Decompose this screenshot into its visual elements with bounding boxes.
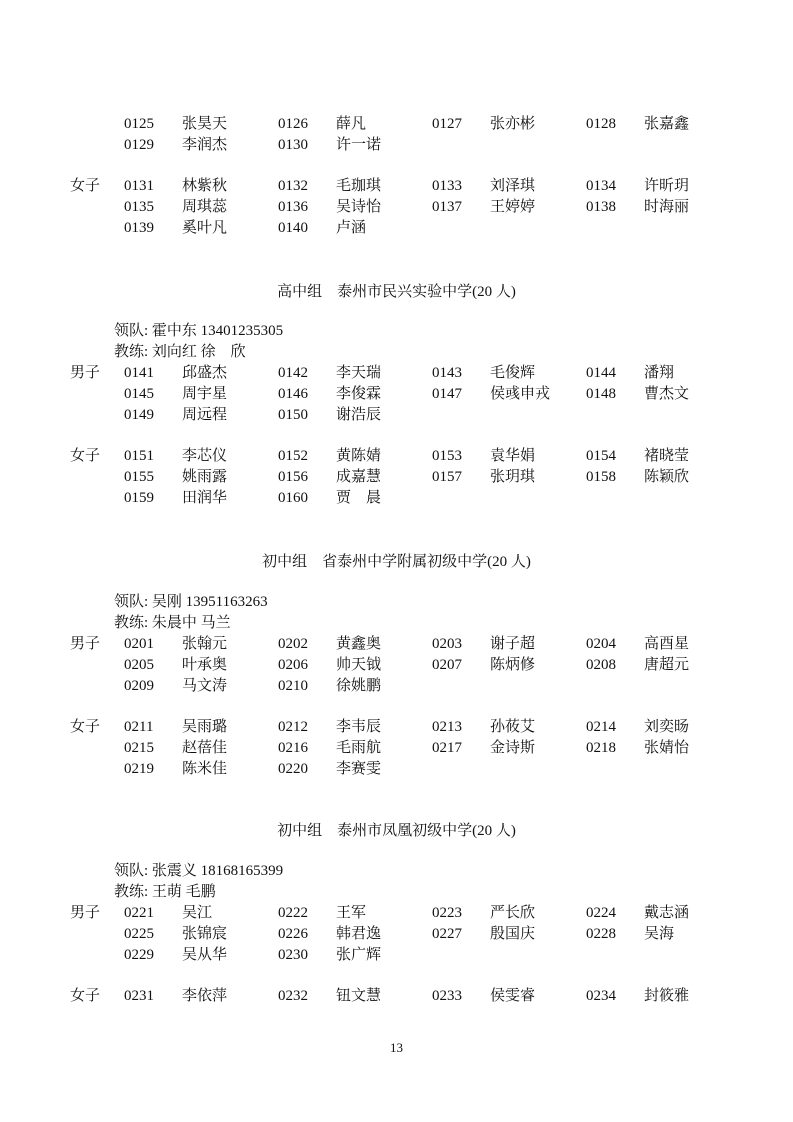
athlete-name: 吴雨璐 [182,719,228,735]
athlete-number: 0130 [278,137,308,153]
athlete-number: 0225 [124,926,154,942]
athlete-name: 封筱雅 [644,988,690,1004]
athlete-name: 邱盛杰 [182,365,228,381]
athlete-name: 奚叶凡 [182,220,228,236]
athlete-number: 0202 [278,636,308,652]
athlete-number: 0228 [586,926,616,942]
section-title: 高中组 泰州市民兴实验中学(20 人) [277,284,516,300]
athlete-name: 陈米佳 [182,761,228,777]
athlete-name: 时海丽 [644,199,690,215]
athlete-name: 成嘉慧 [336,469,382,485]
roster-row [0,135,793,156]
athlete-name: 李赛雯 [336,761,382,777]
athlete-number: 0204 [586,636,616,652]
athlete-name: 张婧怡 [644,740,690,756]
roster-block [0,114,793,156]
athlete-name: 毛俊辉 [490,365,536,381]
gender-label: 女子 [70,178,101,194]
athlete-number: 0142 [278,365,308,381]
roster-block [0,986,793,1007]
roster-row [0,176,793,197]
roster-row [0,405,793,426]
roster-row [0,924,793,945]
athlete-name: 谢浩辰 [336,407,382,423]
athlete-number: 0141 [124,365,154,381]
athlete-number: 0136 [278,199,308,215]
athlete-name: 薛凡 [336,116,367,132]
athlete-number: 0207 [432,657,462,673]
athlete-name: 李俊霖 [336,386,382,402]
athlete-name: 刘泽琪 [490,178,536,194]
athlete-number: 0160 [278,490,308,506]
athlete-number: 0211 [124,719,154,735]
athlete-number: 0218 [586,740,616,756]
athlete-number: 0125 [124,116,154,132]
athlete-number: 0217 [432,740,462,756]
page-number: 13 [390,1040,403,1055]
athlete-name: 林紫秋 [182,178,228,194]
roster-block [0,717,793,780]
gender-label: 女子 [70,988,101,1004]
athlete-name: 周宇星 [182,386,228,402]
athlete-number: 0210 [278,678,308,694]
athlete-name: 李天瑞 [336,365,382,381]
roster-row [0,717,793,738]
athlete-name: 张锦宸 [182,926,228,942]
athlete-number: 0206 [278,657,308,673]
athlete-number: 0201 [124,636,154,652]
athlete-name: 叶承奥 [182,657,228,673]
athlete-number: 0157 [432,469,462,485]
team-coach: 教练: 刘向红 徐 欣 [114,344,246,360]
athlete-number: 0132 [278,178,308,194]
athlete-name: 钮文慧 [336,988,382,1004]
athlete-name: 周远程 [182,407,228,423]
athlete-name: 李依萍 [182,988,228,1004]
gender-label: 女子 [70,719,101,735]
athlete-number: 0234 [586,988,616,1004]
gender-label: 男子 [70,365,101,381]
gender-label: 女子 [70,448,101,464]
roster-row [0,655,793,676]
roster-block [0,903,793,966]
athlete-name: 贾 晨 [336,490,382,506]
athlete-number: 0159 [124,490,154,506]
roster-row [0,197,793,218]
athlete-name: 侯彧申戎 [490,386,551,402]
athlete-name: 许昕玥 [644,178,690,194]
athlete-number: 0155 [124,469,154,485]
athlete-number: 0146 [278,386,308,402]
athlete-number: 0224 [586,905,616,921]
athlete-name: 张亦彬 [490,116,536,132]
athlete-number: 0220 [278,761,308,777]
athlete-number: 0205 [124,657,154,673]
athlete-number: 0227 [432,926,462,942]
athlete-number: 0144 [586,365,616,381]
athlete-number: 0126 [278,116,308,132]
athlete-number: 0148 [586,386,616,402]
roster-row [0,676,793,697]
athlete-name: 赵蓓佳 [182,740,228,756]
athlete-number: 0127 [432,116,462,132]
athlete-name: 张翰元 [182,636,228,652]
athlete-name: 严长欣 [490,905,536,921]
athlete-name: 孙莜艾 [490,719,536,735]
athlete-number: 0231 [124,988,154,1004]
athlete-number: 0230 [278,947,308,963]
athlete-number: 0135 [124,199,154,215]
athlete-name: 王婷婷 [490,199,536,215]
athlete-name: 侯雯睿 [490,988,536,1004]
roster-block [0,176,793,239]
team-leader: 领队: 吴刚 13951163263 [114,594,268,610]
athlete-number: 0215 [124,740,154,756]
athlete-number: 0154 [586,448,616,464]
team-coach: 教练: 王萌 毛鹏 [114,884,216,900]
athlete-name: 高酉星 [644,636,690,652]
roster-row [0,738,793,759]
athlete-number: 0145 [124,386,154,402]
athlete-name: 陈炳修 [490,657,536,673]
athlete-name: 徐姚鹏 [336,678,382,694]
athlete-number: 0138 [586,199,616,215]
athlete-name: 曹杰文 [644,386,690,402]
athlete-number: 0133 [432,178,462,194]
athlete-name: 黄鑫奥 [336,636,382,652]
roster-row [0,634,793,655]
athlete-number: 0151 [124,448,154,464]
athlete-number: 0131 [124,178,154,194]
roster-row [0,759,793,780]
gender-label: 男子 [70,636,101,652]
athlete-name: 潘翔 [644,365,675,381]
team-coach: 教练: 朱晨中 马兰 [114,615,231,631]
section-title: 初中组 省泰州中学附属初级中学(20 人) [262,554,531,570]
athlete-name: 殷国庆 [490,926,536,942]
athlete-number: 0153 [432,448,462,464]
athlete-number: 0143 [432,365,462,381]
athlete-name: 吴从华 [182,947,228,963]
athlete-name: 戴志涵 [644,905,690,921]
athlete-name: 张昊天 [182,116,228,132]
athlete-name: 王军 [336,905,367,921]
team-leader: 领队: 张震义 18168165399 [114,863,284,879]
athlete-number: 0147 [432,386,462,402]
athlete-number: 0128 [586,116,616,132]
team-leader: 领队: 霍中东 13401235305 [114,323,284,339]
athlete-number: 0219 [124,761,154,777]
athlete-name: 毛雨航 [336,740,382,756]
athlete-name: 帅天钺 [336,657,382,673]
athlete-number: 0214 [586,719,616,735]
athlete-name: 李润杰 [182,137,228,153]
athlete-name: 刘奕旸 [644,719,690,735]
athlete-number: 0203 [432,636,462,652]
roster-row [0,384,793,405]
athlete-name: 田润华 [182,490,228,506]
athlete-name: 吴江 [182,905,213,921]
roster-block [0,363,793,426]
athlete-name: 许一诺 [336,137,382,153]
athlete-name: 毛珈琪 [336,178,382,194]
athlete-name: 李韦辰 [336,719,382,735]
athlete-name: 袁华娟 [490,448,536,464]
athlete-number: 0221 [124,905,154,921]
athlete-name: 唐超元 [644,657,690,673]
athlete-number: 0212 [278,719,308,735]
athlete-name: 金诗斯 [490,740,536,756]
athlete-name: 张嘉鑫 [644,116,690,132]
roster-block [0,446,793,509]
athlete-number: 0156 [278,469,308,485]
athlete-number: 0222 [278,905,308,921]
athlete-name: 黄陈婧 [336,448,382,464]
athlete-number: 0129 [124,137,154,153]
roster-row [0,218,793,239]
athlete-name: 张广辉 [336,947,382,963]
roster-row [0,903,793,924]
athlete-number: 0232 [278,988,308,1004]
athlete-number: 0158 [586,469,616,485]
roster-row [0,945,793,966]
athlete-name: 张玥琪 [490,469,536,485]
athlete-number: 0229 [124,947,154,963]
athlete-number: 0140 [278,220,308,236]
athlete-name: 马文涛 [182,678,228,694]
athlete-name: 韩君逸 [336,926,382,942]
athlete-number: 0226 [278,926,308,942]
gender-label: 男子 [70,905,101,921]
roster-row [0,114,793,135]
athlete-number: 0152 [278,448,308,464]
athlete-number: 0223 [432,905,462,921]
athlete-name: 吴海 [644,926,675,942]
athlete-name: 姚雨露 [182,469,228,485]
athlete-number: 0139 [124,220,154,236]
roster-row [0,363,793,384]
athlete-number: 0208 [586,657,616,673]
section-title: 初中组 泰州市凤凰初级中学(20 人) [277,823,516,839]
athlete-name: 谢子超 [490,636,536,652]
athlete-number: 0149 [124,407,154,423]
athlete-name: 陈颖欣 [644,469,690,485]
roster-row [0,986,793,1007]
athlete-name: 褚晓莹 [644,448,690,464]
athlete-number: 0209 [124,678,154,694]
athlete-number: 0233 [432,988,462,1004]
roster-block [0,634,793,697]
athlete-number: 0150 [278,407,308,423]
athlete-number: 0216 [278,740,308,756]
athlete-name: 卢涵 [336,220,367,236]
roster-row [0,446,793,467]
athlete-number: 0213 [432,719,462,735]
roster-row [0,467,793,488]
athlete-name: 吴诗怡 [336,199,382,215]
roster-row [0,488,793,509]
athlete-number: 0137 [432,199,462,215]
athlete-name: 周琪蕊 [182,199,228,215]
athlete-name: 李芯仪 [182,448,228,464]
athlete-number: 0134 [586,178,616,194]
